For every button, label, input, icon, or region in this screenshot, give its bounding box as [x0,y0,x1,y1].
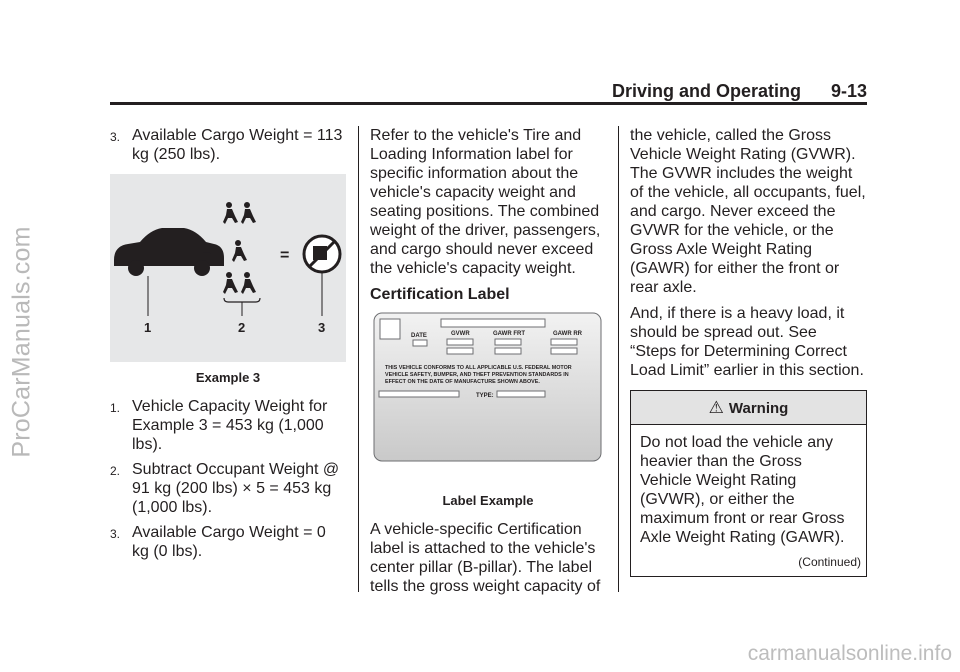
column-divider-1 [358,126,359,592]
page-number: 9-13 [830,81,867,101]
body-paragraph: And, if there is a heavy load, it should be spread out. See “Steps for Determining Correct Load Limit” earlier in this section. [630,305,864,379]
gawr-frt-label: GAWR FRT [493,331,525,337]
warning-icon: ⚠ [708,398,724,417]
page-header [110,80,867,105]
occupant-icon [241,272,256,294]
list-item [110,397,346,454]
type-field [497,391,545,397]
body-paragraph: Refer to the vehicle's Tire and Loading Information label for specific information about the vehicle's capacity weight and seating positions. The combined weight of the driver, passengers, and cargo should never exceed the vehicle's capacity weight. [370,127,601,277]
conformity-line-3: EFFECT ON THE DATE OF MANUFACTURE SHOWN ABOVE. [385,379,540,385]
list-number: 3. [110,527,121,541]
occupant-icon [241,202,256,224]
certification-label-illustration [373,311,603,491]
list-number: 1. [110,401,121,415]
callout-label-1: 1 [144,320,152,335]
figure-caption: Example 3 [195,370,261,385]
list-number: 3. [110,130,121,144]
certification-label-figure [373,311,603,491]
side-watermark: ProCarManuals.com [7,226,36,458]
column-1 [110,126,346,567]
list-item [110,460,346,517]
logo-box [380,319,400,339]
warning-body [631,425,866,551]
occupant-icon [232,240,247,262]
column-3 [630,126,867,577]
continued-note: (Continued) [798,555,861,569]
list-item [110,523,346,561]
equals-sign: = [280,247,290,264]
date-label: DATE [411,333,427,339]
list-text: Subtract Occupant Weight @ 91 kg (200 lbs) × 5 = 453 kg (1,000 lbs). [132,461,340,516]
minus-sign: – [202,245,211,262]
section-title: Driving and Operating [611,81,801,101]
callout-label-2: 2 [238,320,246,335]
group-bracket [224,298,260,302]
conformity-line-1: THIS VEHICLE CONFORMS TO ALL APPLICABLE U.S. FEDERAL MOTOR [385,365,572,371]
list-item [110,126,346,164]
example-3-figure [110,174,346,362]
list-number: 2. [110,464,121,478]
warning-text: Do not load the vehicle any heavier than the Gross Vehicle Weight Rating (GVWR), or either the maximum front or rear Gross Axle Weight Rating (GAWR). [640,434,845,546]
list-text: Available Cargo Weight = 0 kg (0 lbs). [132,524,326,560]
warning-header [631,391,866,425]
bottom-watermark: carmanualsonline.info [747,642,952,665]
conformity-line-2: VEHICLE SAFETY, BUMPER, AND THEFT PREVENTION STANDARDS IN [385,372,569,378]
figure-caption: Label Example [442,493,534,508]
column-divider-2 [618,126,619,592]
occupant-icon [223,202,238,224]
callout-label-3: 3 [318,320,326,335]
section-heading: Certification Label [370,286,510,303]
vin-field [379,391,459,397]
gvwr-label: GVWR [451,331,470,337]
gawr-rr-label: GAWR RR [553,331,582,337]
list-text: Vehicle Capacity Weight for Example 3 = 453 kg (1,000 lbs). [132,398,328,453]
no-cargo-icon [304,236,340,272]
body-paragraph: the vehicle, called the Gross Vehicle Weight Rating (GVWR). The GVWR includes the weight of the vehicle, all occupants, fuel, and cargo. Never exceed the GVWR for the vehicle, or the Gross Axle Weight Rating (GAWR) for either the front or rear axle. [630,127,866,296]
column-2 [370,126,606,603]
cargo-weight-diagram [110,174,346,362]
warning-box [630,390,867,577]
list-text: Available Cargo Weight = 113 kg (250 lbs). [132,127,343,163]
body-paragraph: A vehicle-specific Certification label is attached to the vehicle's center pillar (B-pillar). The label tells the gross weight capacity of [370,521,601,595]
manufacturer-field [441,319,545,327]
occupant-icon [223,272,238,294]
type-label: TYPE: [476,393,494,399]
warning-title: Warning [728,400,789,417]
